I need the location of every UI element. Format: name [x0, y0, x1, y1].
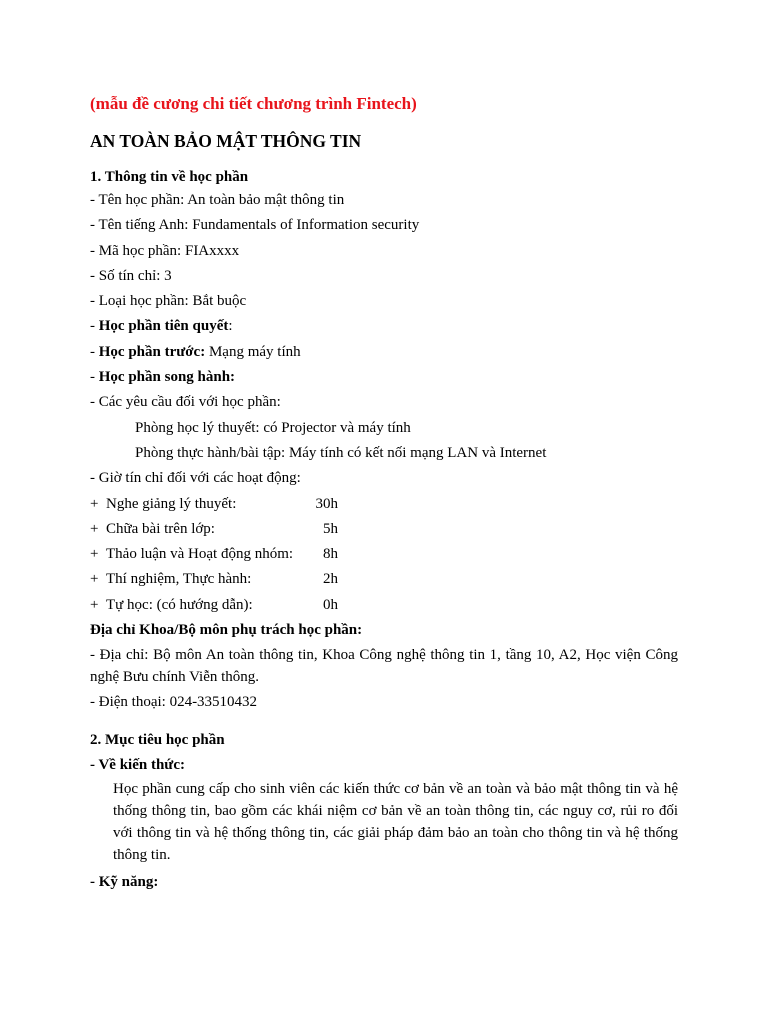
hours-value: 30h — [315, 495, 338, 512]
document-title: AN TOÀN BẢO MẬT THÔNG TIN — [90, 131, 362, 151]
skills-heading: - Kỹ năng: — [90, 873, 159, 890]
parallel-course-label: Học phần song hành: — [98, 369, 236, 386]
prior-course-line — [90, 340, 678, 365]
hours-activity: Nghe giảng lý thuyết: — [106, 495, 237, 512]
course-type: - Loại học phần: Bắt buộc — [90, 293, 247, 310]
hours-activity: Thí nghiệm, Thực hành: — [106, 571, 252, 588]
parallel-course-line — [90, 365, 678, 390]
requirement-theory-room: Phòng học lý thuyết: có Projector và máy tính — [135, 419, 411, 436]
hours-value: 0h — [323, 596, 338, 613]
hours-bullet: + — [90, 520, 99, 537]
hours-bullet: + — [90, 546, 99, 563]
department-address: - Địa chỉ: Bộ môn An toàn thông tin, Khoa Công nghệ thông tin 1, tầng 10, A2, Học viện Công nghệ Bưu chính Viễn thông. — [90, 647, 678, 686]
hours-activity: Chữa bài trên lớp: — [106, 520, 215, 537]
hours-bullet: + — [90, 495, 99, 512]
course-name: - Tên học phần: An toàn bảo mật thông tin — [90, 192, 345, 208]
prerequisite-value: : — [228, 318, 233, 335]
knowledge-paragraph: Học phần cung cấp cho sinh viên các kiến thức cơ bản về an toàn và bảo mật thông tin và hệ thống thông tin, bao gồm các khái niệm cơ bản về an toàn thông tin, các nguy cơ, rủi ro đối với thông tin và hệ thống thông tin, các giải pháp đảm bảo an toàn cho thông tin và hệ thống thông tin. — [113, 780, 678, 863]
course-code: - Mã học phần: FIAxxxx — [90, 242, 240, 259]
hours-bullet: + — [90, 571, 99, 588]
requirement-lab-room: Phòng thực hành/bài tập: Máy tính có kết nối mạng LAN và Internet — [135, 444, 547, 461]
hours-row — [90, 492, 678, 517]
hours-row — [90, 567, 678, 592]
department-heading: Địa chỉ Khoa/Bộ môn phụ trách học phần: — [90, 622, 363, 639]
hours-row — [90, 542, 678, 567]
parallel-course-prefix: - — [90, 369, 99, 386]
credits: - Số tín chỉ: 3 — [90, 267, 172, 284]
document-page — [90, 92, 678, 895]
hours-list — [90, 492, 678, 618]
section-1-heading: 1. Thông tin về học phần — [90, 169, 249, 185]
prerequisite-label: Học phần tiên quyết — [98, 318, 229, 335]
hours-activity: Thảo luận và Hoạt động nhóm: — [106, 546, 294, 563]
prior-course-label: Học phần trước: — [98, 343, 206, 360]
hours-row — [90, 593, 678, 618]
hours-value: 2h — [323, 571, 338, 588]
hours-row — [90, 517, 678, 542]
knowledge-heading: - Về kiến thức: — [90, 756, 185, 773]
hours-activity: Tự học: (có hướng dẫn): — [106, 596, 253, 613]
prior-course-prefix: - — [90, 343, 99, 360]
section-2-heading: 2. Mục tiêu học phần — [90, 731, 225, 748]
hours-bullet: + — [90, 596, 99, 613]
prior-course-value: Mạng máy tính — [205, 343, 301, 360]
prerequisite-line — [90, 314, 678, 339]
requirements-intro: - Các yêu cầu đối với học phần: — [90, 394, 281, 411]
template-note: (mẫu đề cương chi tiết chương trình Fintech) — [90, 94, 417, 113]
english-name: - Tên tiếng Anh: Fundamentals of Information security — [90, 217, 420, 234]
department-phone: - Điện thoại: 024-33510432 — [90, 694, 258, 711]
hours-intro: - Giờ tín chỉ đối với các hoạt động: — [90, 470, 301, 487]
hours-value: 8h — [323, 546, 338, 563]
prerequisite-prefix: - — [90, 318, 99, 335]
hours-value: 5h — [323, 520, 338, 537]
